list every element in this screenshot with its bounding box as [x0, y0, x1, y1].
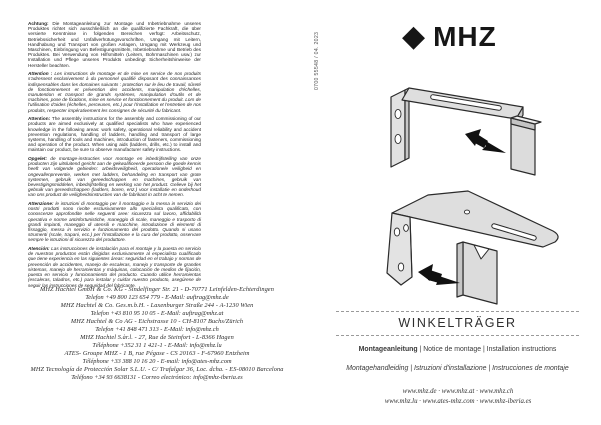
website-line-2: www.mhz.lu · www.ates-mhz.com · www.mhz-iberia.es [384, 397, 532, 405]
document-type-rest: | Notice de montage | Installation instructions [417, 346, 557, 353]
warning-french [28, 71, 201, 113]
warning-french-text: Les instructions de montage et de mise en service de nos produits s'adressent exclusivement à du personnel qualifié disposant des connaissances indispensables dans les domaines suivants : protection sur le lieu de travail, sûreté de fonctionnement et prévention des accidents, manipulation d'échelles, manutention et transport de grands systèmes, manipulation d'outils et de machines, pose de fixations, mise en service et fonctionnement du produit. Lors de l'utilisation d'aides (échelles, perceuses, etc.) pour l'installation et l'entretien de nos produits, respecter impérativement les consignes de sécurité du fabricant. [28, 71, 201, 113]
warning-spanish-lead: Atención: [28, 246, 50, 252]
bracket-drawing-bottom [370, 182, 574, 308]
mounting-hole [404, 225, 409, 232]
company-address: MHZ Tecnología de Protección Solar S.L.U. - C/ Trafalgar 36, Loc. dcha. - ES-08010 Barcelona [30, 366, 284, 373]
divider-line [336, 311, 579, 312]
company-contact: Téléphone +352 31 1 421-1 - E-Mail: info@mhz.lu [92, 342, 222, 349]
warning-english-lead: Attention: [28, 116, 51, 122]
warning-spanish [28, 246, 201, 288]
company-address: MHZ Hachtel S.àr.l. - 27, Rue de Steinfort - L-8366 Hagen [80, 334, 234, 341]
warning-english [28, 116, 201, 152]
product-title-block [336, 311, 579, 373]
warning-italian-lead: Attenzione: [28, 201, 54, 207]
address-block [16, 286, 298, 382]
bracket-top-clip [511, 116, 541, 175]
warning-paragraphs [28, 21, 201, 291]
arm-hole [464, 210, 469, 214]
brand-name: MHZ [433, 21, 497, 52]
bracket-top-wall-plate [391, 90, 405, 167]
warning-italian [28, 201, 201, 243]
mhz-logo [402, 20, 497, 53]
website-footer [340, 387, 576, 406]
company-contact: Telefon +43 810 95 10 05 - E-Mail: auftrag@mhz.at [90, 310, 224, 317]
document-type-line-1 [336, 345, 579, 355]
document-code-vertical: 0700 55548 / 04. 2023 [314, 31, 320, 90]
mounting-hole [395, 109, 401, 118]
mounting-hole [394, 228, 399, 236]
warning-german-lead: Achtung: [28, 21, 49, 26]
slide-direction-arrow-icon [418, 264, 460, 285]
document-type-line-2: Montagehandleiding | Istruzioni d'installazione | Instrucciones de montaje [346, 364, 569, 372]
warning-italian-text: le istruzioni di montaggio per il montaggio e la messa in servizio dei nostri prodotti sono rivolte esclusivamente allo specialista qualificato, con conoscenze approfondite nelle seguenti aree: sicurezza sul lavoro, affidabilità operativa e norme antinfortunistiche, maneggio di scale, maneggio e trasporto di grandi impianti, maneggio di utensili e macchine, introduzione di elementi di fissaggio, messa in servizio e funzionamento del prodotto. Quando si usano strumenti (scale, trapani, ecc.) per l'installazione e la cura del prodotto, osservare sempre le istruzioni di sicurezza del produttore. [28, 201, 201, 243]
mounting-hole [395, 134, 401, 143]
company-contact: Teléfono +34 93 6638131 - Correo electrónico: info@mhz-iberia.es [71, 374, 243, 381]
warning-english-text: The assembly instructions for the assembly and commissioning of our products are aimed exclusively at qualified specialists who have experienced knowledge in the following areas: work safety, operational reliability and accident prevention regulations, handling of ladders, handling and transport of large systems, handling of tools and machines, introduction of fasteners, commissioning and operation of the product. When using aids (ladders, drills, etc.) to install and maintain our product, be sure to observe manufacturer safety instructions. [28, 116, 201, 153]
warning-german-text: Die Montageanleitung zur Montage und Inbetriebnahme unseres Produktes richtet sich ausschließlich an die qualifizierte Fachkraft, die über versierte Kenntnisse in folgenden Bereichen verfügt: Arbeitsschutz, Betriebssicherheit und Unfallverhütungsvorschriften, Umgang mit Leitern, Handhabung und Transport von großen Anlagen, Umgang mit Werkzeug und Maschinen, Einbringung von Befestigungsmitteln, Inbetriebnahme und Betrieb des Produktes. Bei Verwendung von Hilfsmitteln (Leitern, Bohrmaschinen usw.) zur Installation und Pflege unseres Produkts unbedingt Sicherheitshinweise der Hersteller beachten. [28, 21, 201, 68]
mounting-hole [398, 263, 403, 271]
company-address: ATES- Groupe MHZ - 1 B, rue Pégase - CS 20163 - F-67960 Entzheim [64, 350, 250, 357]
product-title: WINKELTRÄGER [398, 316, 517, 330]
bracket-bottom-wall-plate [387, 213, 412, 285]
bracket-bottom-clip [457, 242, 497, 304]
warning-dutch-text: de montage-instructies voor montage en inbedrijfstelling van onze producten zijn uitsluitend gericht aan de gekwalificeerde persoon die goede kennis heeft van volgende gebieden: arbeidsveiligheid, operationele veiligheid en ongevallenpreventie, werken met ladders, behandeling en transport van grote systemen, gebruik van gereedschappen en machines, gebruik van bevestigingsmiddelen, inbedrijfstelling en werking van het product. Gelieve bij het gebruik van gereedschappen (ladders, boren, enz.) voor installatie en onderhoud van ons product de veiligheidsinstructies van de fabrikant in acht te nemen. [28, 156, 201, 198]
company-contact: Telefon +49 800 123 654 779 - E-Mail: auftrag@mhz.de [85, 294, 229, 301]
divider-line [336, 335, 579, 336]
company-address: MHZ Hachtel & Co AG - Eichstrasse 10 - CH-8107 Buchs/Zürich [70, 318, 244, 325]
warning-spanish-text: Las instrucciones de instalación para el montaje y la puesta en servicio de nuestros productos están dirigidas exclusivamente al especialista cualificado que tiene experiencia en las siguientes áreas: seguridad en el trabajo y normas de prevención de accidentes, manejo de escaleras, manejo y transporte de grandes sistemas, manejo de herramientas y máquinas, colocación de medios de fijación, puesta en servicio y funcionamiento del producto. Cuando utilice herramientas (escaleras, taladros, etc.) para instalar y cuidar nuestro producto, asegúrese de seguir las instrucciones de seguridad del fabricante. [28, 246, 201, 288]
company-address: MHZ Hachtel GmbH & Co. KG - Sindelfinger Str. 21 - D-70771 Leinfelden-Echterdingen [40, 286, 274, 293]
warning-french-lead: Attention : [28, 71, 53, 77]
warning-dutch-lead: Opgelet: [28, 156, 48, 162]
document-type-lead: Montageanleitung [358, 346, 418, 353]
company-contact: Telefon +41 848 471 313 - E-Mail: info@mhz.ch [95, 326, 219, 333]
company-address: MHZ Hachtel & Co. Ges.m.b.H. - Laxenburger Straße 244 - A-1230 Wien [60, 302, 254, 309]
diamond-logo-icon: ◆ [402, 20, 426, 53]
bracket-drawing-top [380, 74, 572, 182]
company-contact: Téléphone +33 388 10 16 20 - E-mail: info@ates-mhz.com [82, 358, 232, 365]
warning-dutch [28, 156, 201, 198]
slide-direction-arrow-icon [465, 129, 506, 153]
warning-german [28, 21, 201, 68]
website-line-1: www.mhz.de · www.mhz.at · www.mhz.ch [402, 388, 514, 395]
